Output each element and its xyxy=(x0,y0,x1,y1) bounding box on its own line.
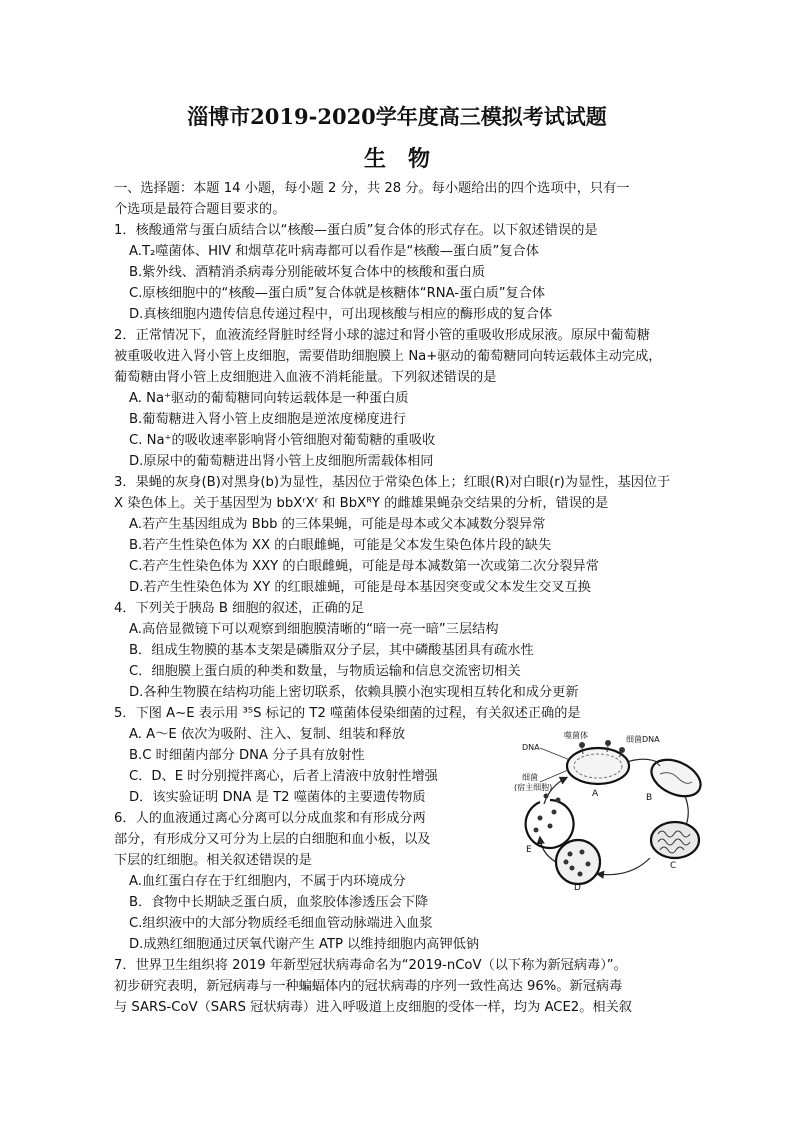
stage-c-cell xyxy=(651,822,699,858)
question-6: 6．人的血液通过离心分离可以分成血浆和有形成分两 xyxy=(114,811,426,826)
q4-option-a: A.高倍显微镜下可以观察到细胞膜清晰的“暗一亮一暗”三层结构 xyxy=(129,622,499,637)
q4-option-b: B．组成生物膜的基本支架是磷脂双分子层，其中磷酸基团具有疏水性 xyxy=(129,643,534,658)
question-3-cont: X 染色体上。关于基因型为 bbXʳXʳ 和 BbXᴿY 的雌雄果蝇杂交结果的分析，错误的是 xyxy=(114,496,609,511)
q2-option-c: C. Na⁺的吸收速率影响肾小管细胞对葡萄糖的重吸收 xyxy=(129,433,436,448)
section-heading-cont: 个选项是最符合题目要求的。 xyxy=(114,202,286,217)
phage-infection-figure xyxy=(510,730,710,890)
q6-option-c: C.组织液中的大部分物质经毛细血管动脉端进入血浆 xyxy=(129,916,433,931)
q4-option-c: C．细胞膜上蛋白质的种类和数量，与物质运输和信息交流密切相关 xyxy=(129,664,521,679)
stage-b-cell xyxy=(646,753,707,804)
figure-label-bacterium: 细菌 xyxy=(522,773,538,782)
stage-a-cell xyxy=(567,740,629,784)
stage-label-c: C xyxy=(670,861,677,871)
q2-option-a: A. Na⁺驱动的葡萄糖同向转运载体是一种蛋白质 xyxy=(129,391,409,406)
q3-option-a: A.若产生基因组成为 Bbb 的三体果蝇，可能是母本或父本减数分裂异常 xyxy=(129,517,546,532)
figure-label-bacterial-dna: 细菌DNA xyxy=(626,735,660,744)
question-6-cont: 下层的红细胞。相关叙述错误的是 xyxy=(114,853,312,868)
figure-label-phage: 噬菌体 xyxy=(564,731,588,740)
q4-option-d: D.各种生物膜在结构功能上密切联系，依赖具膜小泡实现相互转化和成分更新 xyxy=(129,685,579,700)
q3-option-c: C.若产生性染色体为 XXY 的白眼雌蝇，可能是母本减数第一次或第二次分裂异常 xyxy=(129,559,599,574)
question-5: 5．下图 A~E 表示用 ³⁵S 标记的 T2 噬菌体侵染细菌的过程，有关叙述正确的是 xyxy=(114,706,581,721)
question-1: 1．核酸通常与蛋白质结合以“核酸—蛋白质”复合体的形式存在。以下叙述错误的是 xyxy=(114,223,598,238)
q5-option-c: C．D、E 时分别搅拌离心，后者上清液中放射性增强 xyxy=(129,769,438,784)
question-7-cont: 初步研究表明，新冠病毒与一种蝙蝠体内的冠状病毒的序列一致性高达 96%。新冠病毒 xyxy=(114,979,623,994)
q6-option-a: A.血红蛋白存在于红细胞内，不属于内环境成分 xyxy=(129,874,406,889)
q1-option-b: B.紫外线、酒精消杀病毒分别能破坏复合体中的核酸和蛋白质 xyxy=(129,265,486,280)
question-7-cont: 与 SARS-CoV（SARS 冠状病毒）进入呼吸道上皮细胞的受体一样，均为 ACE2。相关叙 xyxy=(114,1000,632,1015)
q5-option-a: A. A～E 依次为吸附、注入、复制、组装和释放 xyxy=(129,727,406,742)
question-2: 2．正常情况下，血液流经肾脏时经肾小球的滤过和肾小管的重吸收形成尿液。原尿中葡萄糖 xyxy=(114,328,650,343)
stage-label-e: E xyxy=(526,845,532,855)
stage-d-cell xyxy=(556,840,600,884)
question-2-cont: 葡萄糖由肾小管上皮细胞进入血液不消耗能量。下列叙述错误的是 xyxy=(114,370,497,385)
q5-option-d: D．该实验证明 DNA 是 T2 噬菌体的主要遗传物质 xyxy=(129,790,426,805)
q6-option-b: B．食物中长期缺乏蛋白质，血浆胶体渗透压会下降 xyxy=(129,895,429,910)
q1-option-c: C.原核细胞中的“核酸—蛋白质”复合体就是核糖体“RNA-蛋白质”复合体 xyxy=(129,286,546,301)
q1-option-a: A.T₂噬菌体、HIV 和烟草花叶病毒都可以看作是“核酸—蛋白质”复合体 xyxy=(129,244,539,259)
stage-label-b: B xyxy=(646,793,653,803)
question-7: 7．世界卫生组织将 2019 年新型冠状病毒命名为“2019-nCoV（以下称为新冠病毒）”。 xyxy=(114,958,627,973)
page-title: 淄博市2019-2020学年度高三模拟考试试题 xyxy=(187,104,607,129)
q2-option-d: D.原尿中的葡萄糖进出肾小管上皮细胞所需载体相同 xyxy=(129,454,434,469)
question-3: 3．果蝇的灰身(B)对黑身(b)为显性，基因位于常染色体上；红眼(R)对白眼(r)为显性，基因位于 xyxy=(114,475,671,490)
q1-option-d: D.真核细胞内遗传信息传递过程中，可出现核酸与相应的酶形成的复合体 xyxy=(129,307,553,322)
question-2-cont: 被重吸收进入肾小管上皮细胞，需要借助细胞膜上 Na+驱动的葡萄糖同向转运载体主动完成， xyxy=(114,349,662,364)
q2-option-b: B.葡萄糖进入肾小管上皮细胞是逆浓度梯度进行 xyxy=(129,412,406,427)
q6-option-d: D.成熟红细胞通过厌氧代谢产生 ATP 以维持细胞内高钾低钠 xyxy=(129,937,480,952)
figure-label-host-cell: (宿主细胞) xyxy=(514,783,553,792)
subject-title: 生物 xyxy=(363,146,452,172)
q3-option-d: D.若产生性染色体为 XY 的红眼雄蝇，可能是母本基因突变或父本发生交叉互换 xyxy=(129,580,591,595)
q5-option-b: B.C 时细菌内部分 DNA 分子具有放射性 xyxy=(129,748,365,763)
stage-e-cell xyxy=(526,794,574,848)
figure-label-dna: DNA xyxy=(522,743,540,752)
question-4: 4．下列关于胰岛 B 细胞的叙述，正确的足 xyxy=(114,601,365,616)
stage-label-d: D xyxy=(574,883,581,890)
question-6-cont: 部分，有形成分又可分为上层的白细胞和血小板，以及 xyxy=(114,832,431,847)
stage-label-a: A xyxy=(592,789,599,799)
q3-option-b: B.若产生性染色体为 XX 的白眼雌蝇，可能是父本发生染色体片段的缺失 xyxy=(129,538,552,553)
section-heading: 一、选择题：本题 14 小题，每小题 2 分，共 28 分。每小题给出的四个选项中，只有一 xyxy=(114,181,630,196)
